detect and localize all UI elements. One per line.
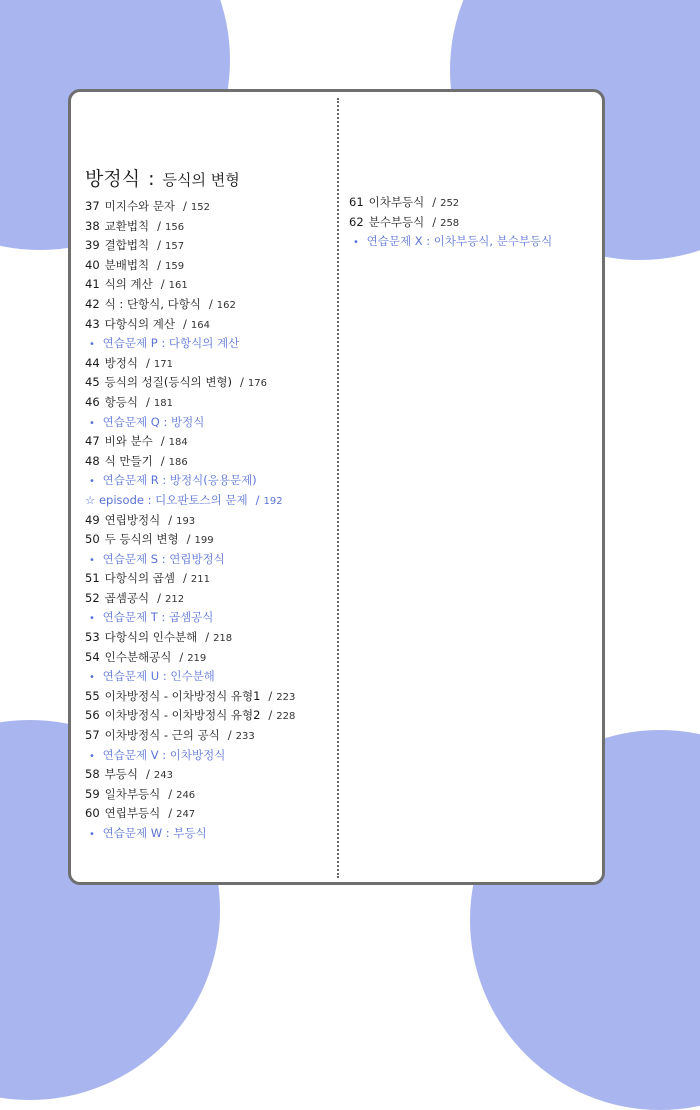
entry-title: 연습문제 W : 부등식 xyxy=(99,826,207,840)
page-separator: / xyxy=(182,199,187,213)
toc-entry xyxy=(85,373,295,393)
entry-title: 교환법칙 xyxy=(101,218,150,233)
entry-title: 연습문제 U : 인수분해 xyxy=(99,669,215,684)
entry-number: 55 xyxy=(85,688,100,703)
entry-bullet: • xyxy=(89,476,95,488)
page-number: 181 xyxy=(153,397,173,409)
toc-exercise-entry xyxy=(85,471,295,491)
toc-exercise-entry xyxy=(85,667,295,687)
section-heading xyxy=(85,164,240,191)
entry-title: 이차방정식 - 이차방정식 유형1 xyxy=(101,688,261,703)
entry-title: 다항식의 계산 xyxy=(101,316,175,331)
toc-entry xyxy=(85,785,295,805)
entry-title: 이차방정식 - 이차방정식 유형2 xyxy=(101,708,261,723)
page-separator: / xyxy=(255,492,260,507)
toc-left-column xyxy=(85,197,295,844)
toc-entry xyxy=(85,452,295,472)
page-number: 152 xyxy=(190,202,210,213)
entry-title: 두 등식의 변형 xyxy=(101,532,179,547)
toc-entry xyxy=(85,197,295,217)
entry-title: 연습문제 T : 곱셈공식 xyxy=(99,610,214,625)
entry-title: 비와 분수 xyxy=(101,434,153,449)
entry-title: 식 만들기 xyxy=(101,453,153,468)
page-separator: / xyxy=(432,195,437,209)
page-separator: / xyxy=(182,316,187,331)
toc-entry xyxy=(85,315,295,335)
entry-number: 62 xyxy=(349,214,364,229)
entry-number: 38 xyxy=(85,218,100,233)
page-number: 247 xyxy=(176,809,196,821)
toc-right-column xyxy=(349,193,552,252)
page-number: 199 xyxy=(194,535,214,547)
entry-number: 50 xyxy=(85,532,100,547)
page-number: 252 xyxy=(440,198,460,209)
page-separator: / xyxy=(157,257,161,272)
entry-title: 연습문제 P : 다항식의 계산 xyxy=(99,336,240,351)
toc-entry xyxy=(349,213,552,233)
entry-number: 58 xyxy=(85,767,100,782)
page-separator: / xyxy=(227,728,232,743)
entry-number: 53 xyxy=(85,630,100,645)
entry-title: 일차부등식 xyxy=(101,786,161,801)
page-number: 171 xyxy=(153,358,173,370)
entry-title: 미지수와 문자 xyxy=(101,199,175,213)
entry-number: 45 xyxy=(85,375,100,390)
toc-entry xyxy=(85,765,295,785)
toc-episode-entry xyxy=(85,491,295,511)
toc-exercise-entry xyxy=(85,746,295,766)
toc-exercise-entry xyxy=(85,550,295,570)
entry-title: 분수부등식 xyxy=(365,214,425,229)
page-number: 211 xyxy=(190,574,210,586)
page-number: 212 xyxy=(164,593,185,605)
page-separator: / xyxy=(179,649,184,664)
toc-entry xyxy=(85,354,295,374)
toc-entry xyxy=(85,726,295,746)
entry-title: 분배법칙 xyxy=(101,257,150,272)
page-number: 218 xyxy=(213,633,233,645)
page-separator: / xyxy=(205,630,210,645)
entry-number: 59 xyxy=(85,786,100,801)
entry-number: 44 xyxy=(85,355,100,370)
page-number: 164 xyxy=(190,319,210,331)
toc-entry xyxy=(85,256,295,276)
entry-title: 연립방정식 xyxy=(101,512,161,527)
entry-title: 결합법칙 xyxy=(101,238,150,253)
entry-bullet: • xyxy=(89,672,95,684)
entry-title: 연습문제 V : 이차방정식 xyxy=(99,747,226,762)
page-number: 233 xyxy=(235,731,255,743)
entry-number: 46 xyxy=(85,394,100,409)
entry-title: 부등식 xyxy=(101,767,138,782)
entry-bullet: • xyxy=(89,613,95,625)
toc-exercise-entry xyxy=(85,608,295,628)
entry-title: 다항식의 인수분해 xyxy=(101,630,198,645)
page-number: 186 xyxy=(168,456,188,468)
entry-bullet: ☆ xyxy=(85,492,96,507)
page-number: 219 xyxy=(187,652,207,664)
entry-number: 54 xyxy=(85,649,100,664)
column-divider xyxy=(337,98,339,878)
toc-entry xyxy=(85,569,295,589)
page-separator: / xyxy=(145,394,150,409)
toc-exercise-entry xyxy=(349,232,552,252)
entry-number: 39 xyxy=(85,238,100,253)
entry-number: 41 xyxy=(85,277,100,292)
entry-number: 61 xyxy=(349,195,364,209)
entry-number: 56 xyxy=(85,708,100,723)
page-number: 223 xyxy=(276,691,296,703)
entry-title: 연습문제 R : 방정식(응용문제) xyxy=(99,473,257,488)
entry-title: episode : 디오판토스의 문제 xyxy=(95,492,248,507)
page-number: 228 xyxy=(276,711,296,723)
page-number: 184 xyxy=(168,437,188,449)
entry-number: 42 xyxy=(85,296,100,311)
toc-entry xyxy=(85,217,295,237)
toc-entry xyxy=(85,804,295,824)
section-title: 방정식 xyxy=(85,168,141,190)
page-number: 159 xyxy=(164,260,185,272)
page-separator: / xyxy=(432,214,437,229)
entry-title: 다항식의 곱셈 xyxy=(101,571,175,586)
entry-number: 37 xyxy=(85,199,100,213)
page-separator: / xyxy=(208,296,213,311)
page-number: 157 xyxy=(164,241,185,253)
entry-title: 이차방정식 - 근의 공식 xyxy=(101,728,220,743)
entry-title: 항등식 xyxy=(101,394,138,409)
entry-title: 연습문제 S : 연립방정식 xyxy=(99,551,225,566)
page-number: 161 xyxy=(168,280,188,292)
entry-title: 곱셈공식 xyxy=(101,590,150,605)
entry-bullet: • xyxy=(89,339,95,351)
entry-title: 연습문제 Q : 방정식 xyxy=(99,414,205,429)
page-separator: / xyxy=(168,512,173,527)
page-separator: / xyxy=(268,688,273,703)
toc-entry xyxy=(85,275,295,295)
toc-entry xyxy=(85,589,295,609)
toc-entry xyxy=(85,706,295,726)
page-separator: / xyxy=(160,277,165,292)
toc-exercise-entry xyxy=(85,334,295,354)
entry-number: 49 xyxy=(85,512,100,527)
toc-entry xyxy=(85,687,295,707)
section-subtitle: 등식의 변형 xyxy=(162,171,240,189)
page-separator: / xyxy=(240,375,244,390)
page-number: 192 xyxy=(263,495,283,507)
entry-title: 이차부등식 xyxy=(365,195,425,209)
entry-title: 연립부등식 xyxy=(101,806,161,821)
page-number: 258 xyxy=(440,217,460,229)
entry-number: 51 xyxy=(85,571,100,586)
toc-exercise-entry xyxy=(85,824,295,844)
page-separator: / xyxy=(268,708,273,723)
toc-entry xyxy=(85,648,295,668)
page-number: 162 xyxy=(216,299,236,311)
entry-title: 인수분해공식 xyxy=(101,649,172,664)
entry-title: 연습문제 X : 이차부등식, 분수부등식 xyxy=(363,234,553,249)
entry-bullet: • xyxy=(89,554,95,566)
toc-entry xyxy=(85,236,295,256)
page-number: 156 xyxy=(164,221,185,233)
page-separator: / xyxy=(145,355,150,370)
entry-bullet: • xyxy=(89,417,95,429)
toc-entry xyxy=(85,511,295,531)
toc-entry xyxy=(85,432,295,452)
page-separator: / xyxy=(168,806,173,821)
page-separator: / xyxy=(160,434,165,449)
page-number: 193 xyxy=(176,515,196,527)
toc-entry xyxy=(349,193,552,213)
entry-number: 52 xyxy=(85,590,100,605)
entry-title: 식의 계산 xyxy=(101,277,153,292)
page-separator: / xyxy=(145,767,150,782)
section-separator: : xyxy=(148,168,155,190)
page-number: 243 xyxy=(153,770,173,782)
entry-title: 식 : 단항식, 다항식 xyxy=(101,296,201,311)
entry-bullet: • xyxy=(89,829,95,840)
page-separator: / xyxy=(182,571,187,586)
toc-entry xyxy=(85,393,295,413)
toc-entry xyxy=(85,295,295,315)
entry-bullet: • xyxy=(89,750,95,762)
page-separator: / xyxy=(157,238,161,253)
entry-title: 등식의 성질(등식의 변형) xyxy=(101,375,233,390)
page-number: 246 xyxy=(176,789,196,801)
entry-number: 48 xyxy=(85,453,100,468)
page-number: 176 xyxy=(247,378,267,390)
entry-title: 방정식 xyxy=(101,355,138,370)
entry-number: 40 xyxy=(85,257,100,272)
entry-number: 43 xyxy=(85,316,100,331)
page-separator: / xyxy=(157,590,161,605)
page-separator: / xyxy=(160,453,165,468)
entry-bullet: • xyxy=(353,237,359,249)
page-separator: / xyxy=(157,218,161,233)
toc-exercise-entry xyxy=(85,413,295,433)
page-separator: / xyxy=(168,786,173,801)
entry-number: 47 xyxy=(85,434,100,449)
entry-number: 60 xyxy=(85,806,100,821)
toc-entry xyxy=(85,530,295,550)
page-separator: / xyxy=(186,532,191,547)
toc-entry xyxy=(85,628,295,648)
entry-number: 57 xyxy=(85,728,100,743)
